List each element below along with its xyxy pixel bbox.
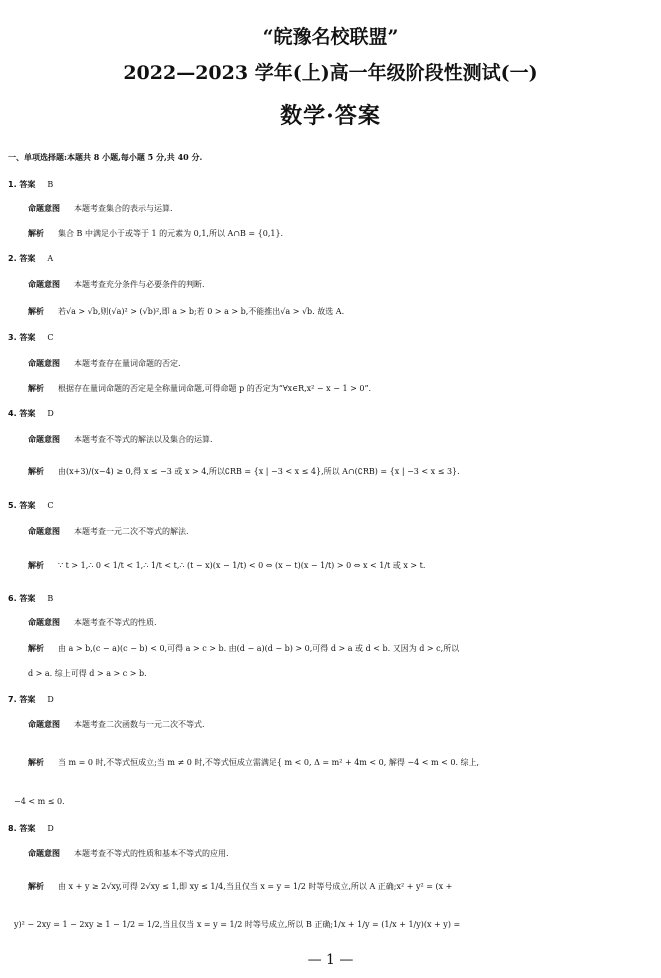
answer-value: C [47,333,54,342]
question-8-analysis-continued: y)² − 2xy = 1 − 2xy ≥ 1 − 1/2 = 1/2,当且仅当 x = y = 1/2 时等号成立,所以 B 正确;1/x + 1/y = (1/x + 1/y)(x + y) = [14,920,461,929]
intent-text: 本题考查二次函数与一元二次不等式. [74,720,205,729]
analysis-label: 解析 [28,561,44,570]
analysis-label: 解析 [28,882,44,891]
intent-text: 本题考查不等式的解法以及集合的运算. [74,435,213,444]
answer-value: B [47,180,54,189]
analysis-text: ∵ t > 1,∴ 0 < 1/t < 1,∴ 1/t < t,∴ (t − x)(x − 1/t) < 0 ⇔ (x − t)(x − 1/t) > 0 ⇔ x < 1/t 或 x > t. [58,561,426,570]
analysis-label: 解析 [28,758,44,767]
question-4-answer [8,405,661,423]
analysis-text: 当 m = 0 时,不等式恒成立;当 m ≠ 0 时,不等式恒成立需满足{ m < 0, Δ = m² + 4m < 0, 解得 −4 < m < 0. 综上, [58,758,480,767]
analysis-text: 由 x + y ≥ 2√xy,可得 2√xy ≤ 1,即 xy ≤ 1/4,当且仅当 x = y = 1/2 时等号成立,所以 A 正确;x² + y² = (x + [58,882,453,891]
intent-label: 命题意图 [28,435,60,444]
answer-value: B [47,594,54,603]
question-2-intent [28,276,661,294]
question-6-analysis-continued: d > a. 综上可得 d > a > c > b. [28,669,147,678]
intent-text: 本题考查一元二次不等式的解法. [74,527,189,536]
answer-label: 6. 答案 [8,594,36,603]
answer-label: 7. 答案 [8,695,36,704]
header-exam-title: 2022—2023 学年(上)高一年级阶段性测试(一) [123,62,538,84]
question-2-answer [8,250,661,268]
analysis-label: 解析 [28,467,44,476]
intent-text: 本题考查充分条件与必要条件的判断. [74,280,205,289]
intent-label: 命题意图 [28,280,60,289]
header-answer-title: 数学·答案 [280,103,381,129]
intent-label: 命题意图 [28,849,60,858]
answer-label: 3. 答案 [8,333,36,342]
question-7-answer [8,691,661,709]
answer-label: 5. 答案 [8,501,36,510]
intent-label: 命题意图 [28,527,60,536]
intent-text: 本题考查存在量词命题的否定. [74,359,181,368]
answer-value: A [47,254,54,263]
answer-label: 2. 答案 [8,254,36,263]
header-alliance: “皖豫名校联盟” [262,26,399,48]
intent-label: 命题意图 [28,204,60,213]
page-number: — 1 — [307,952,354,968]
question-1-answer [8,176,661,194]
question-5-answer [8,497,661,515]
question-4-analysis [28,463,661,481]
answer-label: 1. 答案 [8,180,36,189]
question-6-intent [28,614,661,632]
answer-value: C [47,501,54,510]
answer-value: D [47,695,54,704]
answer-label: 8. 答案 [8,824,36,833]
answer-value: D [47,824,54,833]
analysis-text: 由(x+3)/(x−4) ≥ 0,得 x ≤ −3 或 x > 4,所以∁RB = {x | −3 < x ≤ 4},所以 A∩(∁RB) = {x | −3 < x ≤ 3}. [58,467,460,476]
analysis-text: 集合 B 中满足小于或等于 1 的元素为 0,1,所以 A∩B = {0,1}. [58,229,284,238]
intent-label: 命题意图 [28,720,60,729]
answer-value: D [47,409,54,418]
analysis-label: 解析 [28,384,44,393]
question-7-analysis-continued: −4 < m ≤ 0. [14,797,65,806]
question-7-analysis [28,754,661,772]
intent-text: 本题考查不等式的性质和基本不等式的应用. [74,849,229,858]
question-5-intent [28,523,661,541]
intent-text: 本题考查不等式的性质. [74,618,157,627]
analysis-label: 解析 [28,644,44,653]
question-1-intent [28,200,661,218]
answer-label: 4. 答案 [8,409,36,418]
question-5-analysis [28,557,661,575]
analysis-label: 解析 [28,307,44,316]
question-6-analysis [28,640,661,658]
question-2-analysis [28,303,661,321]
question-3-intent [28,355,661,373]
analysis-label: 解析 [28,229,44,238]
question-8-intent [28,845,661,863]
question-8-answer [8,820,661,838]
question-3-answer [8,329,661,347]
analysis-text: 根据存在量词命题的否定是全称量词命题,可得命题 p 的否定为“∀x∈R,x² − x − 1 > 0”. [58,384,372,393]
question-7-intent [28,716,661,734]
question-4-intent [28,431,661,449]
intent-text: 本题考查集合的表示与运算. [74,204,173,213]
question-6-answer [8,590,661,608]
question-8-analysis [28,878,661,896]
question-1-analysis [28,225,661,243]
analysis-text: 若√a > √b,则(√a)² > (√b)²,即 a > b;若 0 > a > b,不能推出√a > √b. 故选 A. [58,307,345,316]
analysis-text: 由 a > b,(c − a)(c − b) < 0,可得 a > c > b. 由(d − a)(d − b) > 0,可得 d > a 或 d < b. 又因为 d > c,所以 [58,644,460,653]
intent-label: 命题意图 [28,618,60,627]
question-3-analysis [28,380,661,398]
intent-label: 命题意图 [28,359,60,368]
section-heading: 一、单项选择题:本题共 8 小题,每小题 5 分,共 40 分. [8,152,203,162]
